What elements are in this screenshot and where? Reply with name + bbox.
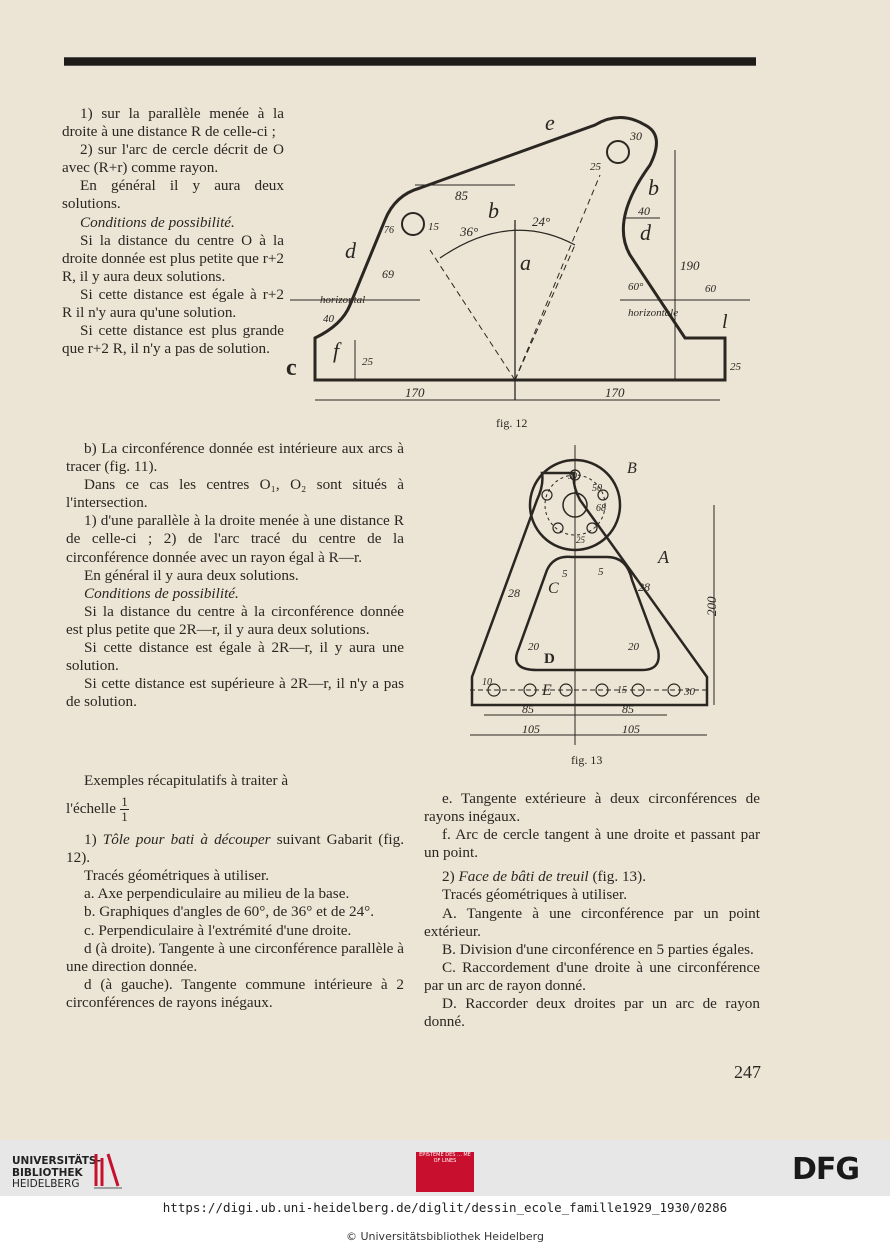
fig13-dim-5a: 5	[562, 568, 568, 580]
paragraph: c. Perpendiculaire à l'extrémité d'une droite.	[84, 921, 352, 939]
paragraph	[424, 868, 760, 886]
fig12-label-f: f	[333, 338, 340, 363]
fig13-dim-28b: 28	[638, 580, 650, 594]
fig12-label-l: l	[722, 311, 728, 333]
ub-line-3: HEIDELBERG	[12, 1178, 80, 1190]
fig12-horizontal-right: horizontale	[628, 307, 679, 319]
ub-heidelberg-logo-text[interactable]	[12, 1156, 101, 1191]
paragraph: Si la distance du centre à la circonférence donnée est plus petite que 2R—r, il y aura deux solutions.	[66, 602, 404, 638]
scale-fraction	[120, 796, 129, 823]
fig12-angle-60a: 60°	[628, 281, 644, 293]
fig12-dim-30: 30	[630, 129, 642, 143]
fig13-dim-5b: 5	[598, 566, 604, 578]
paragraph: A. Tangente à une circonférence par un point extérieur.	[424, 904, 760, 940]
item-title: Face de bâti de treuil	[458, 868, 589, 886]
fig12-dim-25: 25	[590, 161, 601, 173]
paragraph: Si cette distance est plus grande que r+2 R, il n'y a pas de solution.	[62, 322, 284, 358]
fig12-label-c: c	[286, 355, 297, 381]
paragraph: Si la distance du centre O à la droite donnée est plus petite que r+2 R, il y aura deux solutions.	[62, 231, 284, 285]
scale-numerator: 1	[121, 794, 128, 810]
fig13-dim-68: 68	[596, 503, 606, 514]
fig13-dim-105a: 105	[522, 722, 540, 736]
paragraph: b. Graphiques d'angles de 60°, de 36° et de 24°.	[84, 903, 375, 921]
ub-line-1: UNIVERSITÄTS-	[12, 1155, 101, 1167]
item-number: 1)	[84, 831, 97, 849]
fig13-label-C: C	[548, 580, 559, 597]
paragraph	[66, 831, 404, 867]
paragraph: 2) sur l'arc de cercle décrit de O avec (R+r) comme rayon.	[62, 141, 284, 177]
fig12-angle-24: 24°	[532, 214, 551, 229]
figure-13-drawing	[462, 445, 722, 755]
header-rule	[64, 57, 756, 66]
viewer-footer	[0, 1140, 890, 1251]
paragraph: Tracés géométriques à utiliser.	[84, 867, 270, 885]
figure-12-caption: fig. 12	[496, 416, 528, 430]
paragraph: Si cette distance est égale à r+2 R il n'y aura qu'une solution.	[62, 285, 284, 322]
paragraph: a. Axe perpendiculaire au milieu de la base.	[84, 885, 350, 903]
fig12-dim-25c: 25	[730, 361, 741, 373]
paragraph: Si cette distance est égale à 2R—r, il y aura une solution.	[66, 639, 404, 675]
fig12-dim-25b: 25	[362, 356, 373, 368]
paragraph: e. Tangente extérieure à deux circonférences de rayons inégaux.	[424, 790, 760, 826]
fig12-angle-60b: 60	[705, 283, 716, 295]
paragraph: Tracés géométriques à utiliser.	[442, 886, 628, 904]
fig13-dim-20a: 20	[528, 641, 539, 653]
fig12-label-e: e	[545, 110, 555, 135]
fig12-label-b-top: b	[648, 175, 659, 200]
fig13-dim-50: 50	[592, 483, 602, 494]
paragraph: f. Arc de cercle tangent à une droite et passant par un point.	[424, 826, 760, 862]
fig12-dim-170b: 170	[605, 385, 625, 400]
episteme-logo[interactable]: EPISTEME DES ... ME OF LINES	[416, 1152, 474, 1192]
fig12-label-d-left: d	[345, 238, 356, 263]
page-url[interactable]: https://digi.ub.uni-heidelberg.de/diglit/dessin_ecole_famille1929_1930/0286	[162, 1200, 728, 1215]
paragraph: d (à gauche). Tangente commune intérieure à 2 circonférences de rayons inégaux.	[66, 975, 404, 1011]
fig12-dim-40: 40	[638, 204, 650, 218]
text-column-left-top	[62, 105, 284, 358]
fig12-label-d-right: d	[640, 220, 651, 245]
paragraph: 1) sur la parallèle menée à la droite à une distance R de celle-ci ;	[62, 105, 284, 141]
fig13-dim-30: 30	[684, 686, 695, 698]
paragraph: C. Raccordement d'une droite à une circonférence par un arc de rayon donné.	[424, 958, 760, 994]
fig12-dim-170a: 170	[405, 385, 425, 400]
paragraph: B. Division d'une circonférence en 5 parties égales.	[442, 940, 754, 958]
paragraph: D. Raccorder deux droites par un arc de rayon donné.	[424, 995, 760, 1031]
item-title: Tôle pour bati à découper	[102, 831, 271, 849]
paragraph: En général il y aura deux solutions.	[62, 177, 284, 213]
paragraph: 1) d'une parallèle à la droite menée à une distance R de celle-ci ; 2) de l'arc tracé du centre de la circonférence donnée avec un rayon égal à R—r.	[66, 512, 404, 566]
subheading: Conditions de possibilité.	[84, 584, 239, 602]
fig13-dim-15: 15	[617, 685, 627, 696]
fig13-dim-30b: 30	[568, 471, 577, 481]
fig13-label-D: D	[544, 651, 555, 667]
item-rest: (fig. 13).	[592, 868, 647, 886]
figure-12-drawing	[286, 100, 750, 430]
item-rest: suivant Gabarit (fig. 12).	[66, 831, 405, 867]
fig13-dim-85a: 85	[522, 702, 534, 716]
fig12-horizontal-left: horizontal	[320, 294, 366, 306]
fig12-angle-36: 36°	[460, 224, 479, 239]
fig12-label-b-mid: b	[488, 198, 499, 223]
copyright-notice: © Universitätsbibliothek Heidelberg	[345, 1230, 544, 1243]
fig12-dim-40b: 40	[323, 313, 334, 325]
fig13-label-B: B	[627, 460, 637, 477]
scale-label: l'échelle	[66, 800, 116, 818]
fig13-label-E: E	[542, 682, 552, 699]
paragraph: b) La circonférence donnée est intérieure aux arcs à tracer (fig. 11).	[66, 440, 404, 476]
scale-denominator: 1	[121, 809, 128, 825]
fig13-dim-85b: 85	[622, 702, 634, 716]
fig12-dim-15: 15	[428, 221, 439, 233]
fig12-dim-85: 85	[455, 188, 468, 203]
fig13-label-A: A	[658, 547, 669, 567]
paragraph: En général il y aura deux solutions.	[84, 566, 299, 584]
page-number: 247	[734, 1062, 761, 1082]
fig13-dim-25: 25	[576, 535, 585, 545]
fig12-dim-76: 76	[384, 225, 394, 236]
ub-line-2: BIBLIOTHEK	[12, 1166, 83, 1179]
paragraph: Exemples récapitulatifs à traiter à	[84, 772, 289, 789]
scale-line	[66, 796, 404, 823]
paragraph: Si cette distance est supérieure à 2R—r, il n'y a pas de solution.	[66, 675, 404, 711]
text-column-left-bottom	[66, 772, 404, 1012]
fig13-dim-28a: 28	[508, 586, 520, 600]
paragraph: d (à droite). Tangente à une circonférence parallèle à une direction donnée.	[66, 939, 404, 975]
text-column-left-middle	[66, 440, 404, 711]
fig13-dim-10: 10	[482, 677, 492, 688]
item-number: 2)	[442, 868, 455, 886]
subheading: Conditions de possibilité.	[80, 213, 235, 231]
text-column-right-bottom	[424, 790, 760, 1031]
fig13-dim-200: 200	[704, 596, 719, 616]
fig13-dim-20b: 20	[628, 641, 639, 653]
ub-heidelberg-logo-icon[interactable]	[92, 1150, 124, 1190]
fig12-label-a: a	[520, 250, 531, 275]
fig12-dim-190: 190	[680, 258, 700, 273]
paragraph: Dans ce cas les centres O₁, O₂ sont situés à l'intersection.	[66, 476, 404, 512]
figure-13-caption: fig. 13	[571, 753, 603, 767]
dfg-logo[interactable]: DFG	[792, 1152, 860, 1187]
fig12-dim-69: 69	[382, 267, 394, 281]
fig13-dim-105b: 105	[622, 722, 640, 736]
